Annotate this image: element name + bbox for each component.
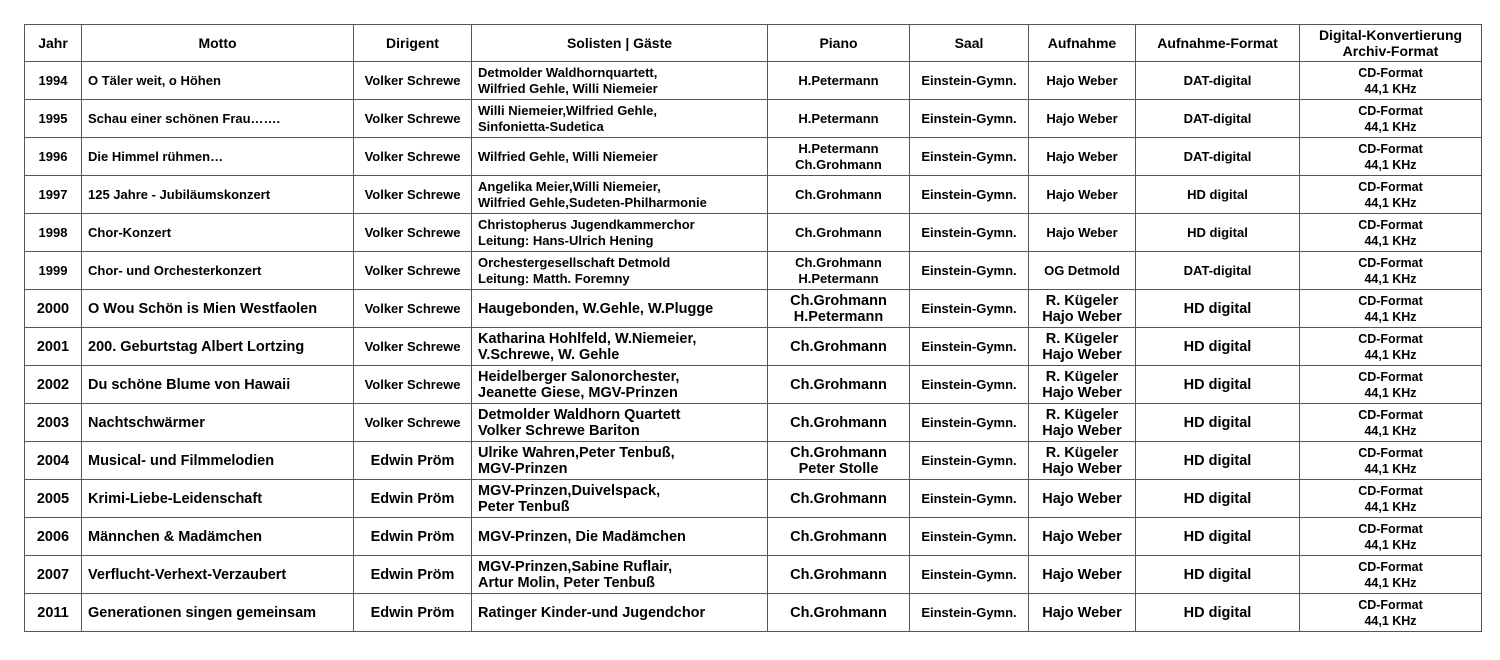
- cell-solisten: MGV-Prinzen,Duivelspack, Peter Tenbuß: [472, 480, 768, 518]
- cell-dirigent: Edwin Pröm: [354, 518, 472, 556]
- cell-dirigent: Volker Schrewe: [354, 404, 472, 442]
- cell-motto: Schau einer schönen Frau…….: [82, 100, 354, 138]
- cell-solisten: Katharina Hohlfeld, W.Niemeier, V.Schrewe, W. Gehle: [472, 328, 768, 366]
- cell-dirigent: Volker Schrewe: [354, 290, 472, 328]
- cell-aufnahme: Hajo Weber: [1029, 176, 1136, 214]
- cell-aufnahme: Hajo Weber: [1029, 556, 1136, 594]
- cell-jahr: 2006: [25, 518, 82, 556]
- table-row: [25, 62, 1482, 100]
- cell-format: HD digital: [1136, 442, 1300, 480]
- header-row: [25, 25, 1482, 62]
- table-row: [25, 480, 1482, 518]
- cell-solisten: Heidelberger Salonorchester, Jeanette Giese, MGV-Prinzen: [472, 366, 768, 404]
- column-header-jahr: Jahr: [25, 25, 82, 62]
- cell-aufnahme: Hajo Weber: [1029, 100, 1136, 138]
- table-row: [25, 594, 1482, 632]
- cell-saal: Einstein-Gymn.: [910, 442, 1029, 480]
- cell-archiv: CD-Format 44,1 KHz: [1300, 480, 1482, 518]
- cell-jahr: 2000: [25, 290, 82, 328]
- cell-piano: Ch.Grohmann: [768, 366, 910, 404]
- cell-piano: Ch.Grohmann H.Petermann: [768, 290, 910, 328]
- cell-format: HD digital: [1136, 176, 1300, 214]
- cell-jahr: 1994: [25, 62, 82, 100]
- cell-format: HD digital: [1136, 214, 1300, 252]
- cell-solisten: Wilfried Gehle, Willi Niemeier: [472, 138, 768, 176]
- cell-motto: O Wou Schön is Mien Westfaolen: [82, 290, 354, 328]
- cell-motto: Musical- und Filmmelodien: [82, 442, 354, 480]
- cell-saal: Einstein-Gymn.: [910, 176, 1029, 214]
- table-row: [25, 176, 1482, 214]
- cell-jahr: 2001: [25, 328, 82, 366]
- table-row: [25, 252, 1482, 290]
- cell-format: HD digital: [1136, 328, 1300, 366]
- cell-piano: Ch.Grohmann: [768, 176, 910, 214]
- cell-format: DAT-digital: [1136, 100, 1300, 138]
- table-row: [25, 366, 1482, 404]
- column-header-motto: Motto: [82, 25, 354, 62]
- cell-solisten: Ratinger Kinder-und Jugendchor: [472, 594, 768, 632]
- cell-motto: 200. Geburtstag Albert Lortzing: [82, 328, 354, 366]
- cell-saal: Einstein-Gymn.: [910, 594, 1029, 632]
- cell-solisten: MGV-Prinzen, Die Madämchen: [472, 518, 768, 556]
- cell-dirigent: Volker Schrewe: [354, 138, 472, 176]
- cell-archiv: CD-Format 44,1 KHz: [1300, 556, 1482, 594]
- cell-archiv: CD-Format 44,1 KHz: [1300, 290, 1482, 328]
- cell-solisten: Detmolder Waldhorn Quartett Volker Schrewe Bariton: [472, 404, 768, 442]
- cell-saal: Einstein-Gymn.: [910, 100, 1029, 138]
- cell-jahr: 2005: [25, 480, 82, 518]
- cell-saal: Einstein-Gymn.: [910, 252, 1029, 290]
- cell-aufnahme: R. Kügeler Hajo Weber: [1029, 366, 1136, 404]
- cell-aufnahme: R. Kügeler Hajo Weber: [1029, 442, 1136, 480]
- cell-archiv: CD-Format 44,1 KHz: [1300, 138, 1482, 176]
- table-body: [25, 62, 1482, 632]
- cell-motto: 125 Jahre - Jubiläumskonzert: [82, 176, 354, 214]
- cell-saal: Einstein-Gymn.: [910, 404, 1029, 442]
- cell-piano: Ch.Grohmann: [768, 328, 910, 366]
- cell-aufnahme: Hajo Weber: [1029, 62, 1136, 100]
- cell-solisten: Haugebonden, W.Gehle, W.Plugge: [472, 290, 768, 328]
- cell-aufnahme: R. Kügeler Hajo Weber: [1029, 328, 1136, 366]
- cell-piano: Ch.Grohmann: [768, 556, 910, 594]
- column-header-dirigent: Dirigent: [354, 25, 472, 62]
- table-row: [25, 214, 1482, 252]
- cell-piano: Ch.Grohmann H.Petermann: [768, 252, 910, 290]
- table-row: [25, 404, 1482, 442]
- cell-solisten: Detmolder Waldhornquartett, Wilfried Gehle, Willi Niemeier: [472, 62, 768, 100]
- table-row: [25, 442, 1482, 480]
- cell-saal: Einstein-Gymn.: [910, 556, 1029, 594]
- cell-archiv: CD-Format 44,1 KHz: [1300, 100, 1482, 138]
- column-header-solisten: Solisten | Gäste: [472, 25, 768, 62]
- cell-aufnahme: Hajo Weber: [1029, 594, 1136, 632]
- cell-motto: Generationen singen gemeinsam: [82, 594, 354, 632]
- cell-saal: Einstein-Gymn.: [910, 328, 1029, 366]
- cell-piano: Ch.Grohmann: [768, 594, 910, 632]
- cell-format: DAT-digital: [1136, 138, 1300, 176]
- cell-format: DAT-digital: [1136, 62, 1300, 100]
- cell-motto: O Täler weit, o Höhen: [82, 62, 354, 100]
- cell-format: DAT-digital: [1136, 252, 1300, 290]
- cell-jahr: 2004: [25, 442, 82, 480]
- table-row: [25, 518, 1482, 556]
- cell-dirigent: Edwin Pröm: [354, 442, 472, 480]
- cell-saal: Einstein-Gymn.: [910, 518, 1029, 556]
- cell-motto: Krimi-Liebe-Leidenschaft: [82, 480, 354, 518]
- cell-archiv: CD-Format 44,1 KHz: [1300, 328, 1482, 366]
- cell-solisten: Christopherus Jugendkammerchor Leitung: Hans-Ulrich Hening: [472, 214, 768, 252]
- column-header-aufnahme: Aufnahme: [1029, 25, 1136, 62]
- cell-solisten: Willi Niemeier,Wilfried Gehle, Sinfonietta-Sudetica: [472, 100, 768, 138]
- cell-archiv: CD-Format 44,1 KHz: [1300, 176, 1482, 214]
- concert-recordings-table: [24, 24, 1482, 632]
- cell-format: HD digital: [1136, 594, 1300, 632]
- cell-archiv: CD-Format 44,1 KHz: [1300, 594, 1482, 632]
- cell-saal: Einstein-Gymn.: [910, 62, 1029, 100]
- cell-jahr: 1998: [25, 214, 82, 252]
- cell-dirigent: Edwin Pröm: [354, 556, 472, 594]
- cell-piano: Ch.Grohmann: [768, 404, 910, 442]
- cell-motto: Chor-Konzert: [82, 214, 354, 252]
- cell-aufnahme: OG Detmold: [1029, 252, 1136, 290]
- cell-piano: Ch.Grohmann: [768, 214, 910, 252]
- table-row: [25, 556, 1482, 594]
- cell-archiv: CD-Format 44,1 KHz: [1300, 404, 1482, 442]
- cell-aufnahme: R. Kügeler Hajo Weber: [1029, 290, 1136, 328]
- cell-motto: Nachtschwärmer: [82, 404, 354, 442]
- cell-dirigent: Volker Schrewe: [354, 366, 472, 404]
- cell-saal: Einstein-Gymn.: [910, 366, 1029, 404]
- cell-jahr: 2007: [25, 556, 82, 594]
- cell-jahr: 1996: [25, 138, 82, 176]
- cell-motto: Du schöne Blume von Hawaii: [82, 366, 354, 404]
- cell-motto: Männchen & Madämchen: [82, 518, 354, 556]
- cell-jahr: 1995: [25, 100, 82, 138]
- cell-solisten: MGV-Prinzen,Sabine Ruflair, Artur Molin, Peter Tenbuß: [472, 556, 768, 594]
- cell-solisten: Angelika Meier,Willi Niemeier, Wilfried Gehle,Sudeten-Philharmonie: [472, 176, 768, 214]
- table-row: [25, 290, 1482, 328]
- cell-dirigent: Volker Schrewe: [354, 328, 472, 366]
- cell-jahr: 1997: [25, 176, 82, 214]
- table-row: [25, 328, 1482, 366]
- cell-archiv: CD-Format 44,1 KHz: [1300, 518, 1482, 556]
- cell-format: HD digital: [1136, 480, 1300, 518]
- cell-archiv: CD-Format 44,1 KHz: [1300, 252, 1482, 290]
- cell-jahr: 2003: [25, 404, 82, 442]
- cell-motto: Die Himmel rühmen…: [82, 138, 354, 176]
- cell-saal: Einstein-Gymn.: [910, 138, 1029, 176]
- cell-piano: Ch.Grohmann: [768, 518, 910, 556]
- cell-archiv: CD-Format 44,1 KHz: [1300, 442, 1482, 480]
- cell-dirigent: Volker Schrewe: [354, 214, 472, 252]
- cell-saal: Einstein-Gymn.: [910, 214, 1029, 252]
- cell-dirigent: Volker Schrewe: [354, 176, 472, 214]
- cell-format: HD digital: [1136, 366, 1300, 404]
- cell-aufnahme: R. Kügeler Hajo Weber: [1029, 404, 1136, 442]
- cell-piano: Ch.Grohmann: [768, 480, 910, 518]
- cell-motto: Verflucht-Verhext-Verzaubert: [82, 556, 354, 594]
- column-header-saal: Saal: [910, 25, 1029, 62]
- cell-piano: H.Petermann: [768, 62, 910, 100]
- cell-dirigent: Volker Schrewe: [354, 100, 472, 138]
- cell-format: HD digital: [1136, 404, 1300, 442]
- cell-format: HD digital: [1136, 290, 1300, 328]
- cell-aufnahme: Hajo Weber: [1029, 214, 1136, 252]
- column-header-piano: Piano: [768, 25, 910, 62]
- cell-jahr: 1999: [25, 252, 82, 290]
- cell-motto: Chor- und Orchesterkonzert: [82, 252, 354, 290]
- cell-jahr: 2011: [25, 594, 82, 632]
- cell-piano: H.Petermann: [768, 100, 910, 138]
- cell-dirigent: Edwin Pröm: [354, 480, 472, 518]
- table-row: [25, 100, 1482, 138]
- cell-piano: H.Petermann Ch.Grohmann: [768, 138, 910, 176]
- column-header-aufnahme-format: Aufnahme-Format: [1136, 25, 1300, 62]
- cell-aufnahme: Hajo Weber: [1029, 138, 1136, 176]
- cell-saal: Einstein-Gymn.: [910, 480, 1029, 518]
- cell-solisten: Orchestergesellschaft Detmold Leitung: Matth. Foremny: [472, 252, 768, 290]
- cell-archiv: CD-Format 44,1 KHz: [1300, 366, 1482, 404]
- column-header-archiv-format: Digital-Konvertierung Archiv-Format: [1300, 25, 1482, 62]
- cell-archiv: CD-Format 44,1 KHz: [1300, 214, 1482, 252]
- cell-format: HD digital: [1136, 556, 1300, 594]
- cell-dirigent: Volker Schrewe: [354, 62, 472, 100]
- table-row: [25, 138, 1482, 176]
- cell-piano: Ch.Grohmann Peter Stolle: [768, 442, 910, 480]
- cell-aufnahme: Hajo Weber: [1029, 480, 1136, 518]
- cell-format: HD digital: [1136, 518, 1300, 556]
- cell-jahr: 2002: [25, 366, 82, 404]
- cell-archiv: CD-Format 44,1 KHz: [1300, 62, 1482, 100]
- cell-dirigent: Edwin Pröm: [354, 594, 472, 632]
- cell-saal: Einstein-Gymn.: [910, 290, 1029, 328]
- cell-aufnahme: Hajo Weber: [1029, 518, 1136, 556]
- cell-solisten: Ulrike Wahren,Peter Tenbuß, MGV-Prinzen: [472, 442, 768, 480]
- cell-dirigent: Volker Schrewe: [354, 252, 472, 290]
